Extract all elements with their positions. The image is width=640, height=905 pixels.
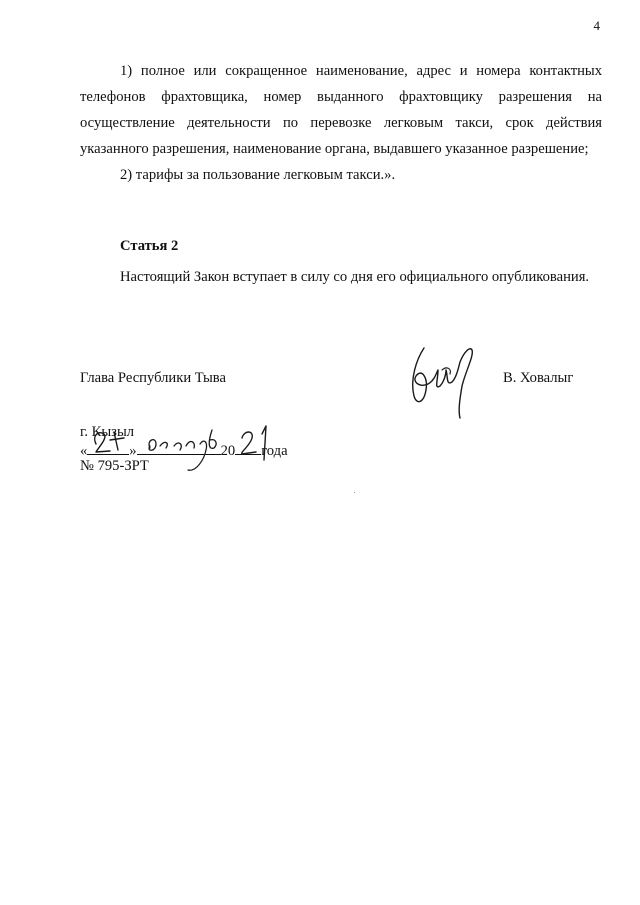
year-prefix: 20 [220, 443, 236, 459]
date-open-quote: « [80, 443, 88, 459]
document-number: № 795-ЗРТ [80, 458, 149, 474]
amendment-item-2: 2) тарифы за пользование легковым такси.». [120, 167, 396, 183]
article-heading: Статья 2 [120, 238, 179, 254]
signer-title: Глава Республики Тыва [80, 370, 226, 386]
page-number: 4 [593, 18, 600, 33]
scan-speck [354, 492, 355, 493]
article-body [80, 264, 602, 290]
amendment-item-1: 1) полное или сокращенное наименование, адрес и номера контактных телефонов фрахтовщика, номер выданного фрахтовщику разрешения на осуществление деятельности по перевозке легковым такси, срок действия указанного разрешения, наименование органа, выдавшего указанное разрешение; [80, 63, 602, 157]
date-close-quote: » [129, 443, 137, 459]
city: г. Кызыл [80, 424, 135, 440]
year-suffix: года [261, 443, 288, 459]
handwritten-signature [402, 340, 482, 420]
article-text: Настоящий Закон вступает в силу со дня его официального опубликования. [120, 269, 590, 285]
amendment-text [80, 58, 602, 188]
signer-name: В. Ховалыг [503, 370, 574, 386]
